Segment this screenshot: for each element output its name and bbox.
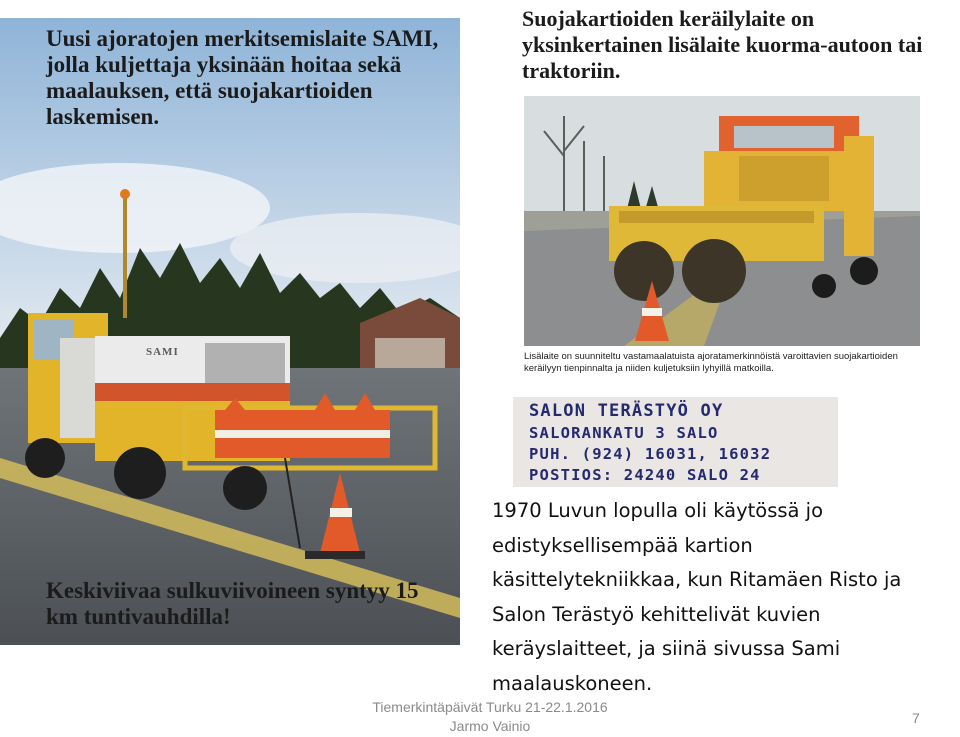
stamp-postcode: POSTIOS: 24240 SALO 24 [529,466,761,484]
right-brochure-heading: Suojakartioiden keräilylaite on yksinkertainen lisälaite kuorma-autoon tai traktoriin. [522,6,923,83]
footer-author: Jarmo Vainio [449,718,531,734]
right-brochure-photo [524,96,920,346]
stamp-address: SALORANKATU 3 SALO [529,424,719,442]
footer-event: Tiemerkintäpäivät Turku 21-22.1.2016 [372,699,608,715]
sami-vehicle-label: SAMI [146,346,179,358]
stamp-phone: PUH. (924) 16031, 16032 [529,445,772,463]
left-brochure-photo [0,18,460,645]
left-brochure-caption: Keskiviivaa sulkuviivoineen syntyy 15 km tuntivauhdilla! [46,578,419,629]
left-brochure-headline: Uusi ajoratojen merkitsemislaite SAMI, jolla kuljettaja yksinään hoitaa sekä maalauksen, että suojakartioiden laskemisen. [46,26,439,129]
slide-body-text: 1970 Luvun lopulla oli käytössä jo edistyksellisempää kartion käsittelytekniikkaa, kun Ritamäen Risto ja Salon Terästyö kehittelivät kuvien keräyslaitteet, ja siinä sivussa Sami maalauskoneen. [492,499,902,695]
right-brochure-small-caption: Lisälaite on suunniteltu vastamaalatuista ajoratamerkinnöistä varoittavien suojakartioiden keräilyyn tienpinnalta ja niiden kuljetuksiin lyhyillä matkoilla. [524,351,898,374]
slide-number: 7 [912,710,920,726]
company-stamp [513,397,838,487]
stamp-company-name: SALON TERÄSTYÖ OY [529,401,724,421]
cone-collector-truck-illustration [524,96,920,346]
